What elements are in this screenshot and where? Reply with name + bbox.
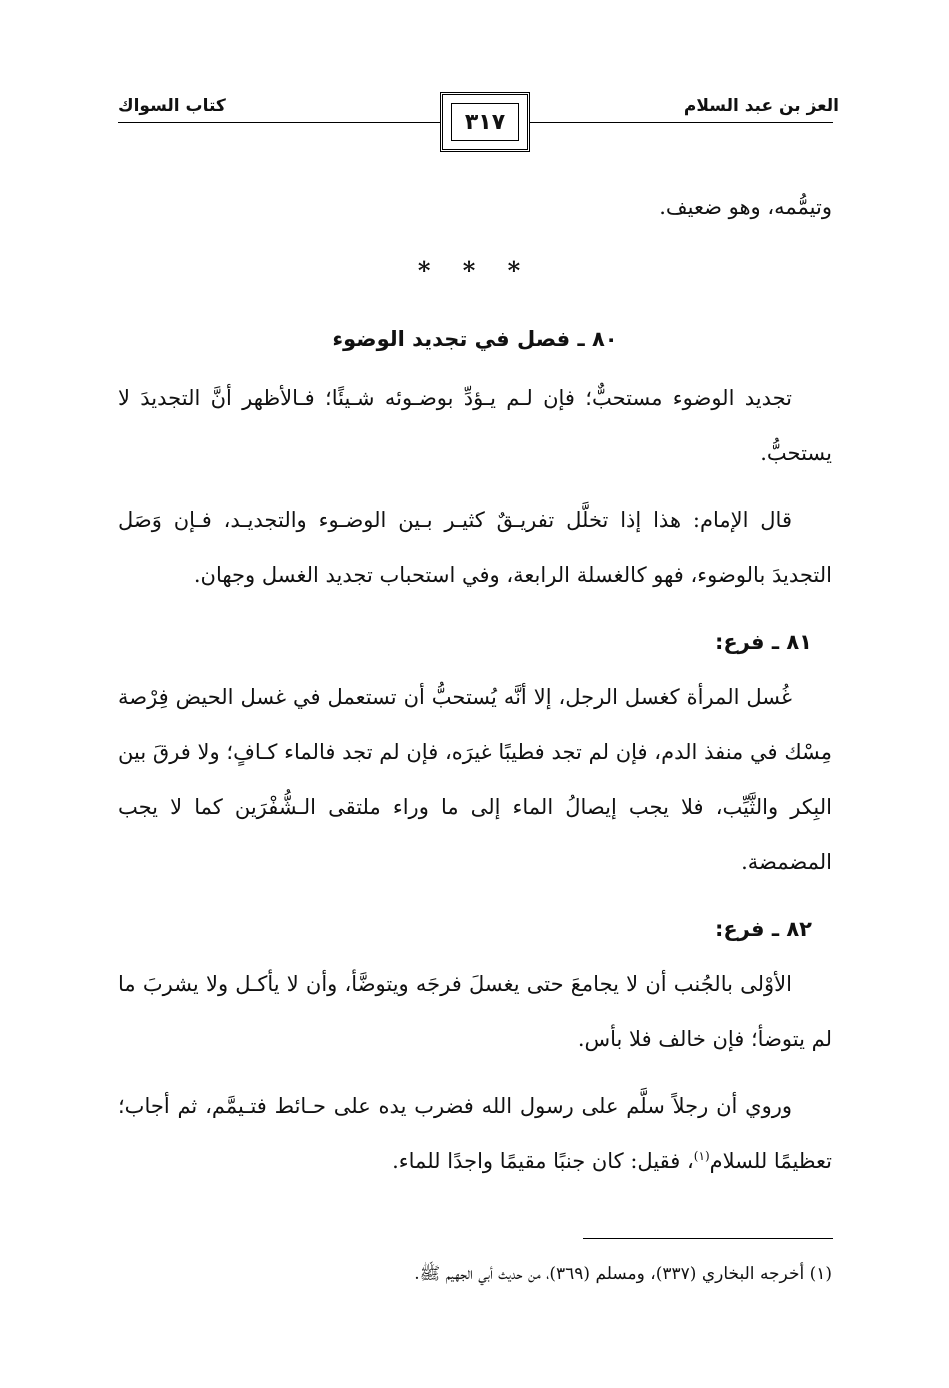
paragraph [118, 1079, 832, 1189]
section-title: ٨٠ ـ فصل في تجديد الوضوء [332, 327, 618, 351]
branch-heading: ٨٢ ـ فرع: [715, 917, 812, 941]
running-header-author: العز بن عبد السلام [683, 96, 839, 116]
paragraph: غُسل المرأة كغسل الرجل، إلا أنَّه يُستحبُّ أن تستعمل في غسل الحيض فِرْصة مِسْك في منفذ الدم، فإن لم تجد فطيبًا غيرَه، فإن لم تجد فالماء كـافٍ؛ ولا فرقَ بين البِكر والثَّيِّب، فلا يجب إيصالُ الماء إلى ما وراء ملتقى الـشُّفْرَين كما لا يجب المضمضة. [118, 685, 832, 874]
header-rule-left [118, 122, 440, 123]
running-header-book-title: كتاب السواك [118, 96, 226, 116]
branch-heading: ٨١ ـ فرع: [715, 630, 812, 654]
paragraph: الأوْلى بالجُنب أن لا يجامعَ حتى يغسلَ فرجَه ويتوضَّأ، وأن لا يأكـل ولا يشربَ ما لم يتوضأ؛ فإن خالف فلا بأس. [118, 972, 832, 1051]
continuation-text: وتيمُّمه، وهو ضعيف. [659, 195, 832, 219]
page-number: ٣١٧ [451, 103, 519, 141]
paragraph-text: وروي أن رجلاً سلَّم على رسول الله فضرب يده على حـائط فتـيمَّم، ثم أجاب؛ تعظيمًا للسلام [118, 1094, 832, 1173]
footnote-rule [583, 1238, 833, 1239]
paragraph: قال الإمام: هذا إذا تخلَّل تفريـقٌ كثيـر بـين الوضـوء والتجديـد، فـإن وَصَل التجديدَ بالوضوء، فهو كالغسلة الرابعة، وفي استحباب تجديد الغسل وجهان. [118, 508, 832, 587]
paragraph: تجديد الوضوء مستحبٌّ؛ فإن لـم يـؤدِّ بوضـوئه شـيئًا؛ فـالأظهر أنَّ التجديدَ لا يستحبُّ. [118, 386, 832, 465]
page-body [118, 180, 832, 1189]
page-number-box [440, 92, 530, 152]
footnote-reference: (١) [693, 1149, 710, 1163]
footnote: (١) أخرجه البخاري (٣٣٧)، ومسلم (٣٦٩)، من حديث أبي الجهيم ﷺ. [414, 1264, 832, 1284]
section-divider-stars: * * * [417, 256, 533, 285]
paragraph-text: ، فقيل: كان جنبًا مقيمًا واجدًا للماء. [392, 1149, 694, 1173]
header-rule-right [530, 122, 833, 123]
